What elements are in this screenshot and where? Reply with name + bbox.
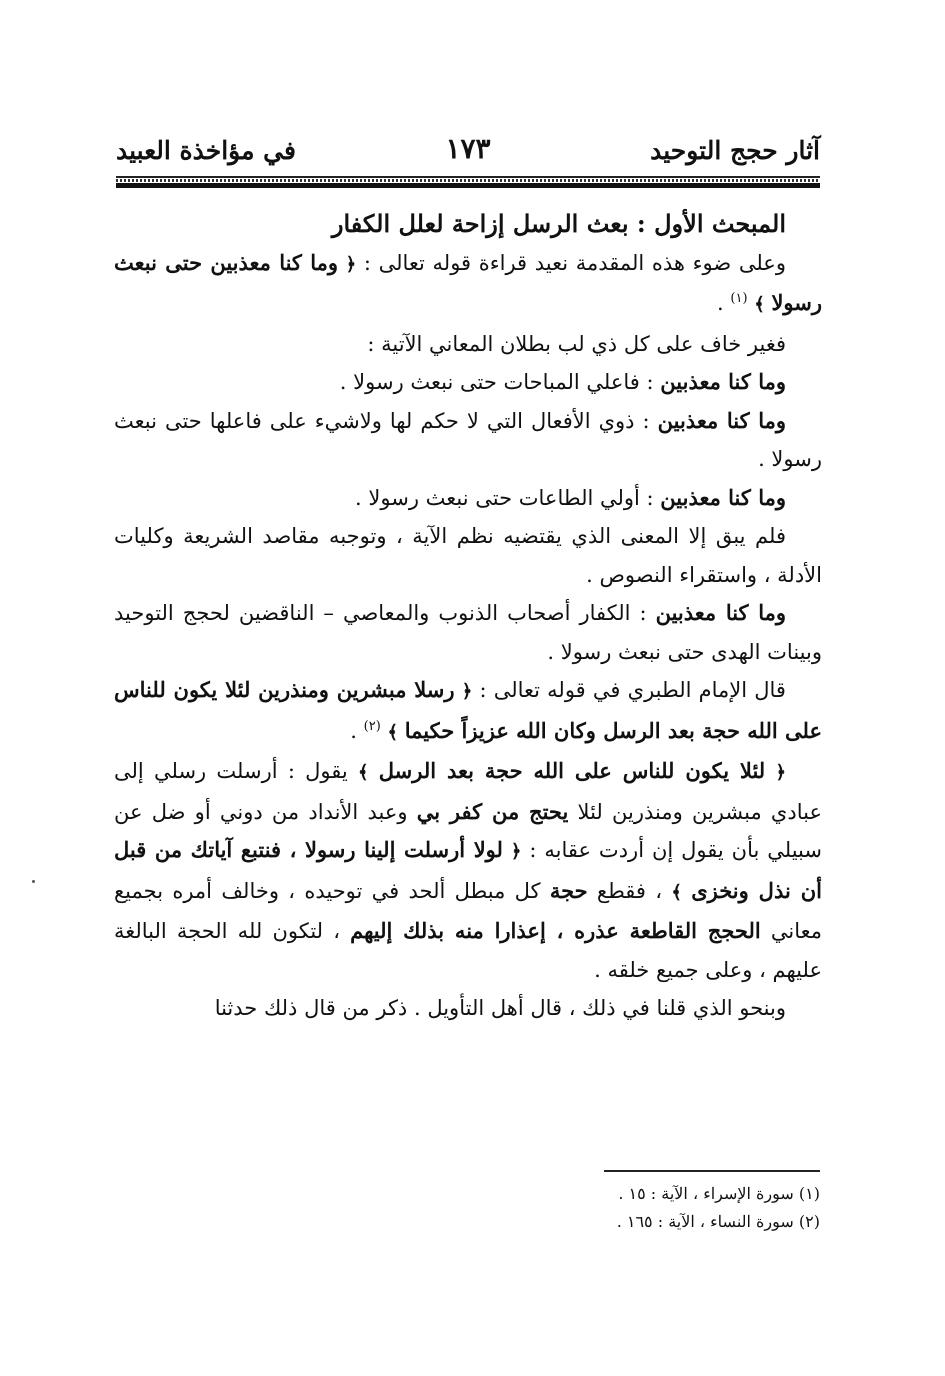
footnote-ref: (٢) xyxy=(363,718,381,734)
bold-phrase: وما كنا معذبين xyxy=(660,369,786,394)
quran-bracket-open: ﴿ xyxy=(345,253,357,275)
quran-verse: رسلا مبشرين ومنذرين لئلا يكون للناس على الله حجة بعد الرسل وكان الله عزيزاً حكيما xyxy=(114,677,822,743)
paragraph-text: وعلى ضوء هذه المقدمة نعيد قراءة قوله تعالى : xyxy=(363,250,786,275)
paragraph-text: : الكفار أصحاب الذنوب والمعاصي – الناقضين لحجج التوحيد وبينات الهدى حتى نبعث رسولا . xyxy=(114,601,822,664)
paragraph-text: ، فقطع xyxy=(587,878,672,903)
quran-verse: وما كنا معذبين حتى نبعث رسولا xyxy=(114,249,822,315)
quran-bracket-close: ﴾ xyxy=(387,721,399,743)
paragraph-text: ، لتكون لله الحجة البالغة عليهم ، وعلى جميع خلقه . xyxy=(114,919,822,982)
page-number: ١٧٣ xyxy=(445,132,491,165)
paragraph-end: . xyxy=(717,291,731,315)
paragraph-9 xyxy=(114,752,822,989)
bold-phrase: وما كنا معذبين xyxy=(660,484,786,510)
paragraph-end: . xyxy=(350,718,364,743)
quran-verse: لئلا يكون للناس على الله حجة بعد الرسل xyxy=(378,758,766,783)
paragraph-text: : فاعلي المباحات حتى نبعث رسولا . xyxy=(339,370,661,394)
quran-bracket-close: ﴾ xyxy=(671,881,682,903)
bold-phrase: يحتج من كفر بي xyxy=(416,798,569,824)
paragraph-7 xyxy=(114,594,822,671)
scan-speck xyxy=(32,880,35,883)
footnote-1: (١) سورة الإسراء ، الآية : ١٥ . xyxy=(618,1184,820,1203)
main-text xyxy=(114,205,822,1028)
paragraph-text: وعبد الأنداد من دوني أو ضل عن سبيلي بأن يقول إن أردت عقابه : xyxy=(114,799,822,862)
bold-phrase: حجة xyxy=(549,877,588,903)
paragraph-text: : ذوي الأفعال التي لا حكم لها ولاشيء على فاعلها حتى نبعث رسولا . xyxy=(114,408,822,471)
quran-bracket-open: ﴿ xyxy=(461,681,473,702)
paragraph-6: فلم يبق إلا المعنى الذي يقتضيه نظم الآية ، وتوجبه مقاصد الشريعة وكليات الأدلة ، واستقراء النصوص . xyxy=(114,524,822,587)
paragraph-10: وبنحو الذي قلنا في ذلك ، قال أهل التأويل . ذكر من قال ذلك حدثنا xyxy=(214,996,786,1020)
footnote-2: (٢) سورة النساء ، الآية : ١٦٥ . xyxy=(616,1212,820,1231)
bold-phrase: وما كنا معذبين xyxy=(655,600,786,625)
paragraph-2: فغير خاف على كل ذي لب بطلان المعاني الآتية : xyxy=(367,331,786,356)
paragraph-5 xyxy=(114,479,822,518)
paragraph-3 xyxy=(114,363,822,402)
paragraph-4 xyxy=(114,402,822,479)
running-header xyxy=(116,130,820,174)
paragraph-1 xyxy=(114,244,822,325)
paragraph-8 xyxy=(114,671,822,752)
footnotes xyxy=(520,1180,820,1236)
paragraph-text: كل مبطل ألحد في توحيده ، وخالف أمره بجميع معاني xyxy=(114,878,822,943)
quran-bracket-close: ﴾ xyxy=(754,294,765,315)
paragraph-text: قال الإمام الطبري في قوله تعالى : xyxy=(479,678,786,702)
header-rule-dotted xyxy=(116,179,820,182)
quran-bracket-close: ﴾ xyxy=(357,762,369,783)
paragraph-text: : أولي الطاعات حتى نبعث رسولا . xyxy=(355,485,661,510)
bold-phrase: وما كنا معذبين xyxy=(657,407,786,433)
quran-bracket-open: ﴿ xyxy=(510,841,522,862)
quran-bracket-open: ﴿ xyxy=(775,762,786,783)
header-rule-thick xyxy=(116,183,820,188)
footnote-ref: (١) xyxy=(730,291,748,306)
header-book-title: آثار حجج التوحيد xyxy=(650,136,820,165)
quran-verse: لولا أرسلت إلينا رسولا ، فنتبع آياتك من قبل أن نذل ونخزى xyxy=(114,837,822,903)
footnote-separator xyxy=(604,1170,820,1172)
header-rule-thin xyxy=(116,176,820,178)
paragraph-text: يقول : أرسلت رسلي إلى عبادي مبشرين ومنذرين لئلا xyxy=(114,759,822,824)
header-section-title: في مؤاخذة العبيد xyxy=(116,136,296,165)
section-heading: المبحث الأول : بعث الرسل إزاحة لعلل الكفار xyxy=(331,209,786,238)
bold-phrase: الحجج القاطعة عذره ، إعذارا منه بذلك إليهم xyxy=(350,918,761,943)
